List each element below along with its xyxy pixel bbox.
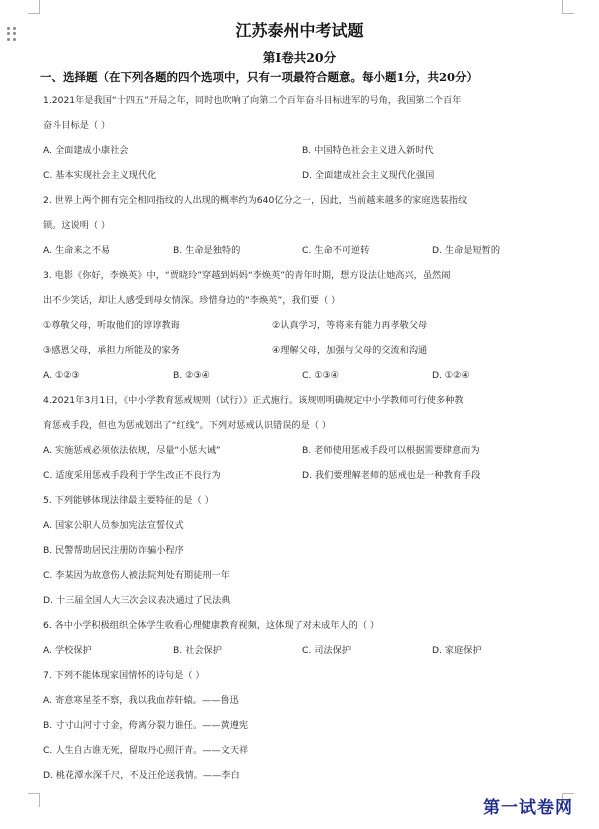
- q3-statement-1: ①尊敬父母，听取他们的谆谆教诲: [43, 320, 180, 331]
- q7-stem: 7. 下列不能体现家国情怀的诗句是（ ）: [43, 670, 205, 681]
- q3-statement-4: ④理解父母，加强与父母的交流和沟通: [272, 345, 428, 356]
- q4-option-a: A. 实施惩戒必须依法依规，尽量“小惩大诫”: [43, 445, 221, 456]
- section-heading: 一、选择题（在下列各题的四个选项中，只有一项最符合题意。每小题1分，共20分）: [40, 70, 479, 84]
- q2-option-c: C. 生命不可逆转: [302, 245, 370, 256]
- q1-option-d: D. 全面建成社会主义现代化强国: [302, 170, 435, 181]
- q1-option-b: B. 中国特色社会主义进入新时代: [302, 145, 434, 156]
- document-subtitle: 第Ⅰ卷共20分: [262, 50, 337, 65]
- q7-option-c: C. 人生自古谁无死，留取丹心照汗青。——文天祥: [43, 745, 249, 756]
- crop-mark-bottom-left: [28, 793, 40, 807]
- q5-option-b: B. 民警帮助居民注册防诈骗小程序: [43, 545, 184, 556]
- q1-stem-line2: 奋斗目标是（ ）: [43, 120, 111, 131]
- q4-option-c: C. 适度采用惩戒手段利于学生改正不良行为: [43, 470, 221, 481]
- q1-option-a: A. 全面建成小康社会: [43, 145, 129, 156]
- q5-stem: 5. 下列能够体现法律最主要特征的是（ ）: [43, 495, 214, 506]
- q1-option-c: C. 基本实现社会主义现代化: [43, 170, 157, 181]
- q7-option-b: B. 寸寸山河寸寸金，侉离分裂力谁任。——黄遵宪: [43, 720, 249, 731]
- q4-option-b: B. 老师使用惩戒手段可以根据需要肆意而为: [302, 445, 480, 456]
- q4-stem-line1: 4.2021年3月1日，《中小学教育惩戒规则（试行）》正式施行。该规则明确规定中小学教师可行使多种教: [43, 395, 464, 406]
- q6-option-b: B. 社会保护: [173, 645, 222, 656]
- crop-mark-top-left: [28, 0, 40, 14]
- site-watermark: 第一试卷网: [483, 798, 573, 818]
- q1-stem-line1: 1.2021年是我国“十四五”开局之年，同时也吹响了向第二个百年奋斗目标进军的号角，我国第二个百年: [43, 95, 462, 106]
- document-title: 江苏泰州中考试题: [235, 21, 364, 40]
- q2-stem-line1: 2. 世界上两个拥有完全相同指纹的人出现的概率约为640亿分之一，因此，当前越来越多的家庭选装指纹: [43, 195, 468, 206]
- q3-option-a: A. ①②③: [43, 370, 80, 381]
- q2-stem-line2: 锁。这说明（ ）: [43, 220, 111, 231]
- q3-option-b: B. ②③④: [173, 370, 210, 381]
- q2-option-d: D. 生命是短暂的: [432, 245, 501, 256]
- q3-option-c: C. ①③④: [302, 370, 339, 381]
- q5-option-d: D. 十三届全国人大三次会议表决通过了民法典: [43, 595, 231, 606]
- q3-option-d: D. ①②④: [432, 370, 470, 381]
- q5-option-c: C. 李某因为故意伤人被法院判处有期徒刑一年: [43, 570, 230, 581]
- q6-stem: 6. 各中小学积极组织全体学生收看心理健康教育视频，这体现了对未成年人的（ ）: [43, 620, 380, 631]
- crop-mark-top-right: [562, 0, 574, 14]
- q7-option-d: D. 桃花潭水深千尺，不及汪伦送我情。——李白: [43, 770, 240, 781]
- q6-option-a: A. 学校保护: [43, 645, 92, 656]
- q3-statement-3: ③感恩父母，承担力所能及的家务: [43, 345, 180, 356]
- q2-option-b: B. 生命是独特的: [173, 245, 241, 256]
- q3-stem-line2: 出不少笑话，却让人感受到母女情深。珍惜身边的“李焕英”，我们要（ ）: [43, 295, 341, 306]
- q7-option-a: A. 寄意寒星荃不察，我以我血荐轩辕。——鲁迅: [43, 695, 239, 706]
- q6-option-d: D. 家庭保护: [432, 645, 482, 656]
- q3-statement-2: ②认真学习，等将来有能力再孝敬父母: [272, 320, 428, 331]
- q4-option-d: D. 我们要理解老师的惩戒也是一种教育手段: [302, 470, 481, 481]
- q3-stem-line1: 3. 电影《你好，李焕英》中，“贾晓玲”穿越到妈妈“李焕英”的青年时期，想方设法让她高兴，虽然闹: [43, 270, 451, 281]
- q2-option-a: A. 生命来之不易: [43, 245, 111, 256]
- q4-stem-line2: 育惩戒手段，但也为惩戒划出了“红线”。下列对惩戒认识错误的是（ ）: [43, 420, 332, 431]
- q5-option-a: A. 国家公职人员参加宪法宣誓仪式: [43, 520, 184, 531]
- q6-option-c: C. 司法保护: [302, 645, 352, 656]
